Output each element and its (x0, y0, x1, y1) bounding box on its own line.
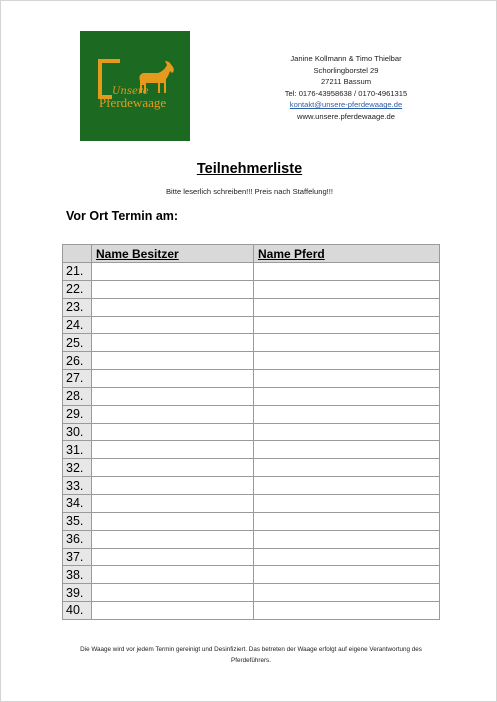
logo-script-text: Unsere (112, 86, 149, 97)
row-number: 31. (63, 441, 92, 459)
owner-name-cell[interactable] (92, 387, 254, 405)
horse-name-cell[interactable] (254, 316, 440, 334)
row-number: 37. (63, 548, 92, 566)
owner-name-cell[interactable] (92, 316, 254, 334)
table-row (63, 298, 440, 316)
horse-name-cell[interactable] (254, 494, 440, 512)
row-number: 26. (63, 352, 92, 370)
owner-name-cell[interactable] (92, 280, 254, 298)
row-number: 32. (63, 459, 92, 477)
owner-name-cell[interactable] (92, 423, 254, 441)
contact-phone: Tel: 0176-43958638 / 0170-4961315 (284, 88, 408, 98)
row-number: 23. (63, 298, 92, 316)
row-number: 40. (63, 602, 92, 620)
owner-name-cell[interactable] (92, 334, 254, 352)
header-number (63, 245, 92, 263)
row-number: 24. (63, 316, 92, 334)
table-row (63, 566, 440, 584)
contact-street: Schorlingborstel 29 (313, 65, 379, 75)
table-row (63, 316, 440, 334)
contact-names: Janine Kollmann & Timo Thielbar (290, 54, 402, 63)
page-title: Teilnehmerliste (196, 161, 303, 177)
horse-name-cell[interactable] (254, 477, 440, 495)
table-row (63, 584, 440, 602)
table-row (63, 494, 440, 512)
owner-name-cell[interactable] (92, 548, 254, 566)
row-number: 33. (63, 477, 92, 495)
pferdewaage-logo (80, 31, 190, 141)
row-number: 21. (63, 263, 92, 281)
owner-name-cell[interactable] (92, 477, 254, 495)
contact-city: 27211 Bassum (320, 77, 372, 87)
horse-logo-icon (80, 31, 190, 141)
horse-name-cell[interactable] (254, 459, 440, 477)
owner-name-cell[interactable] (92, 263, 254, 281)
table-row (63, 548, 440, 566)
table-body (63, 263, 440, 620)
horse-name-cell[interactable] (254, 298, 440, 316)
horse-name-cell[interactable] (254, 387, 440, 405)
row-number: 34. (63, 494, 92, 512)
table-row (63, 459, 440, 477)
horse-name-cell[interactable] (254, 263, 440, 281)
owner-name-cell[interactable] (92, 584, 254, 602)
table-row (63, 370, 440, 388)
row-number: 27. (63, 370, 92, 388)
termin-label: Vor Ort Termin am: (66, 209, 179, 223)
contact-website: www.unsere.pferdewaage.de (297, 111, 395, 121)
horse-name-cell[interactable] (254, 530, 440, 548)
horse-name-cell[interactable] (254, 548, 440, 566)
horse-name-cell[interactable] (254, 584, 440, 602)
owner-name-cell[interactable] (92, 441, 254, 459)
header-owner-name: Name Besitzer (92, 245, 254, 263)
table-row (63, 405, 440, 423)
row-number: 36. (63, 530, 92, 548)
header-horse-name: Name Pferd (254, 245, 440, 263)
owner-name-cell[interactable] (92, 459, 254, 477)
row-number: 22. (63, 280, 92, 298)
table-row (63, 441, 440, 459)
row-number: 38. (63, 566, 92, 584)
owner-name-cell[interactable] (92, 494, 254, 512)
horse-name-cell[interactable] (254, 602, 440, 620)
owner-name-cell[interactable] (92, 566, 254, 584)
contact-email-link[interactable]: kontakt@unsere-pferdewaage.de (289, 100, 403, 110)
participant-table (62, 244, 440, 620)
row-number: 35. (63, 512, 92, 530)
row-number: 39. (63, 584, 92, 602)
horse-name-cell[interactable] (254, 566, 440, 584)
row-number: 29. (63, 405, 92, 423)
table-header-row (63, 245, 440, 263)
horse-name-cell[interactable] (254, 370, 440, 388)
horse-name-cell[interactable] (254, 280, 440, 298)
owner-name-cell[interactable] (92, 352, 254, 370)
owner-name-cell[interactable] (92, 602, 254, 620)
owner-name-cell[interactable] (92, 298, 254, 316)
table-row (63, 477, 440, 495)
horse-name-cell[interactable] (254, 423, 440, 441)
owner-name-cell[interactable] (92, 405, 254, 423)
table-row (63, 263, 440, 281)
horse-name-cell[interactable] (254, 512, 440, 530)
table-row (63, 334, 440, 352)
row-number: 25. (63, 334, 92, 352)
horse-name-cell[interactable] (254, 334, 440, 352)
table-row (63, 352, 440, 370)
horse-name-cell[interactable] (254, 441, 440, 459)
owner-name-cell[interactable] (92, 370, 254, 388)
horse-name-cell[interactable] (254, 352, 440, 370)
contact-block (251, 53, 441, 123)
table-row (63, 387, 440, 405)
horse-name-cell[interactable] (254, 405, 440, 423)
table-row (63, 530, 440, 548)
table-row (63, 602, 440, 620)
owner-name-cell[interactable] (92, 530, 254, 548)
table-row (63, 423, 440, 441)
footer-note: Die Waage wird vor jedem Termin gereinigt und Desinfiziert. Das betreten der Waage erfolgt auf eigene Verantwortung des Pferdeführers. (80, 646, 422, 664)
row-number: 28. (63, 387, 92, 405)
owner-name-cell[interactable] (92, 512, 254, 530)
table-row (63, 512, 440, 530)
row-number: 30. (63, 423, 92, 441)
table-row (63, 280, 440, 298)
logo-brand-text: Pferdewaage (99, 95, 167, 110)
page-subtitle: Bitte leserlich schreiben!!! Preis nach Staffelung!!! (165, 187, 333, 196)
